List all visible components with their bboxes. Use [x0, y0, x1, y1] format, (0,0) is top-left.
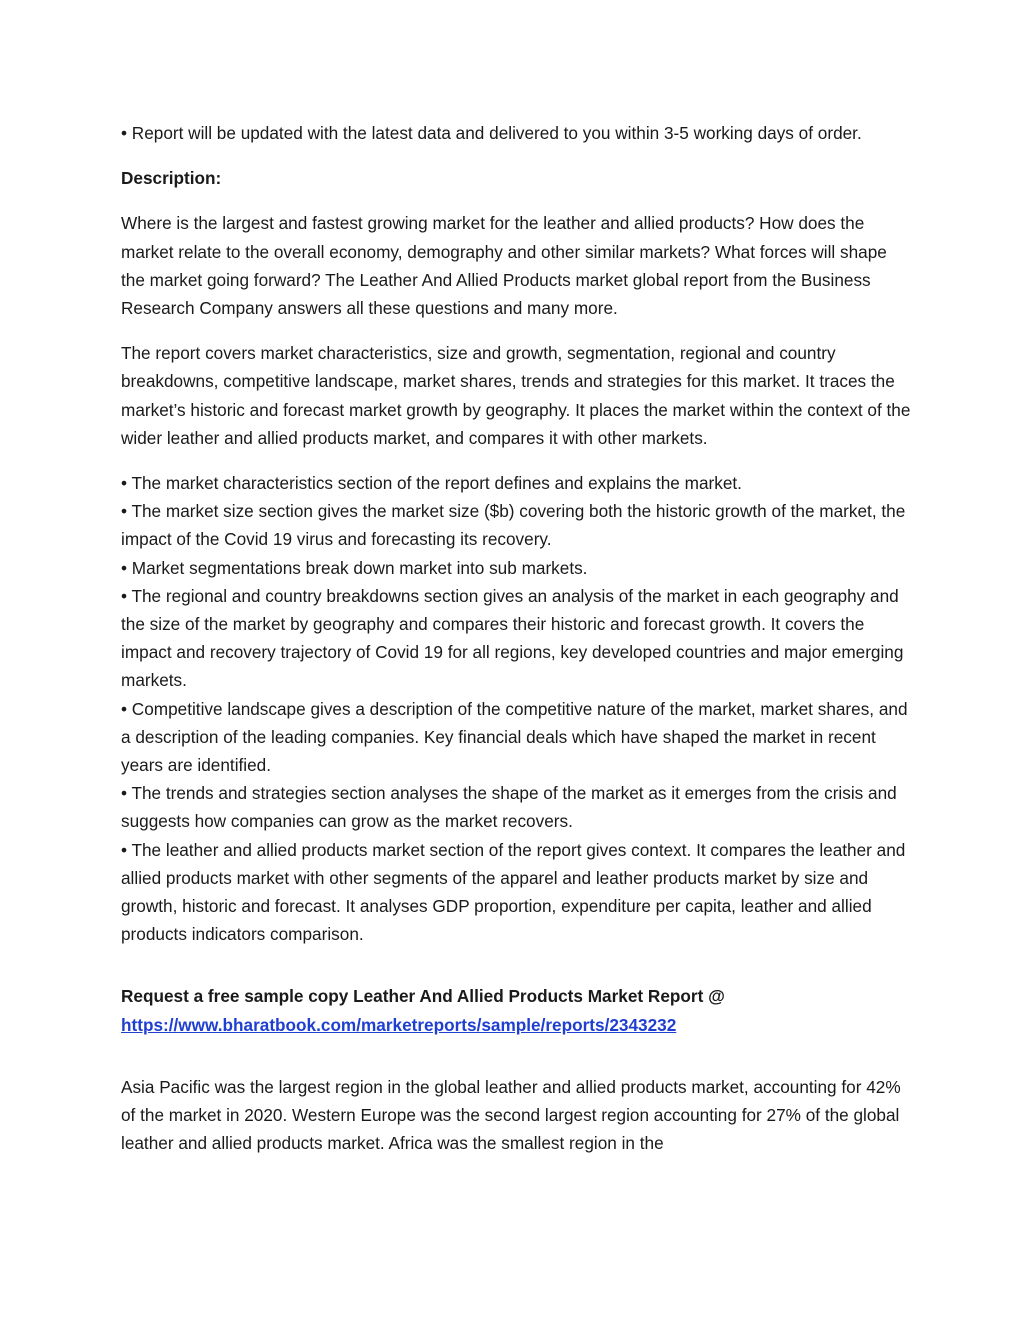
description-paragraph-2: The report covers market characteristics, size and growth, segmentation, regional and country breakdowns, competitive landscape, market shares, trends and strategies for this market. It traces the market’s historic and forecast market growth by geography. It places the market within the context of the wider leather and allied products market, and compares it with other markets.	[121, 343, 911, 448]
sample-report-link[interactable]: https://www.bharatbook.com/marketreports/sample/reports/2343232	[121, 1014, 677, 1035]
description-paragraph-1: Where is the largest and fastest growing market for the leather and allied products? How does the market relate to the overall economy, demography and other similar markets? What forces will shape the market going forward? The Leather And Allied Products market global report from the Business Research Company answers all these questions and many more.	[121, 213, 887, 319]
bullet-regional-breakdowns: • The regional and country breakdowns section gives an analysis of the market in each geography and the size of the market by geography and compares their historic and forecast growth. It covers the impact and recovery trajectory of Covid 19 for all regions, key developed countries and major emerging markets.	[121, 585, 904, 691]
document-page	[121, 119, 911, 1175]
sample-request-text: Request a free sample copy Leather And Allied Products Market Report @	[121, 986, 725, 1007]
bullet-market-size: • The market size section gives the market size ($b) covering both the historic growth of the market, the impact of the Covid 19 virus and forecasting its recovery.	[121, 501, 906, 550]
bullet-competitive-landscape: • Competitive landscape gives a description of the competitive nature of the market, market shares, and a description of the leading companies. Key financial deals which have shaped the market in recent years are identified.	[121, 698, 908, 776]
bullet-market-segmentations: • Market segmentations break down market into sub markets.	[121, 557, 588, 578]
bullet-market-characteristics: • The market characteristics section of the report defines and explains the market.	[121, 473, 742, 494]
bullet-leather-allied-section: • The leather and allied products market section of the report gives context. It compares the leather and allied products market with other segments of the apparel and leather products market by size and growth, historic and forecast. It analyses GDP proportion, expenditure per capita, leather and allied products indicators comparison.	[121, 839, 906, 945]
intro-bullet: • Report will be updated with the latest data and delivered to you within 3-5 working days of order.	[121, 123, 862, 143]
regional-paragraph: Asia Pacific was the largest region in the global leather and allied products market, accounting for 42% of the market in 2020. Western Europe was the second largest region accounting for 27% of the global leather and allied products market. Africa was the smallest region in the	[121, 1076, 901, 1154]
description-heading: Description:	[121, 168, 222, 189]
bullet-trends-strategies: • The trends and strategies section analyses the shape of the market as it emerges from the crisis and suggests how companies can grow as the market recovers.	[121, 783, 897, 832]
feature-bullet-list	[121, 469, 911, 948]
